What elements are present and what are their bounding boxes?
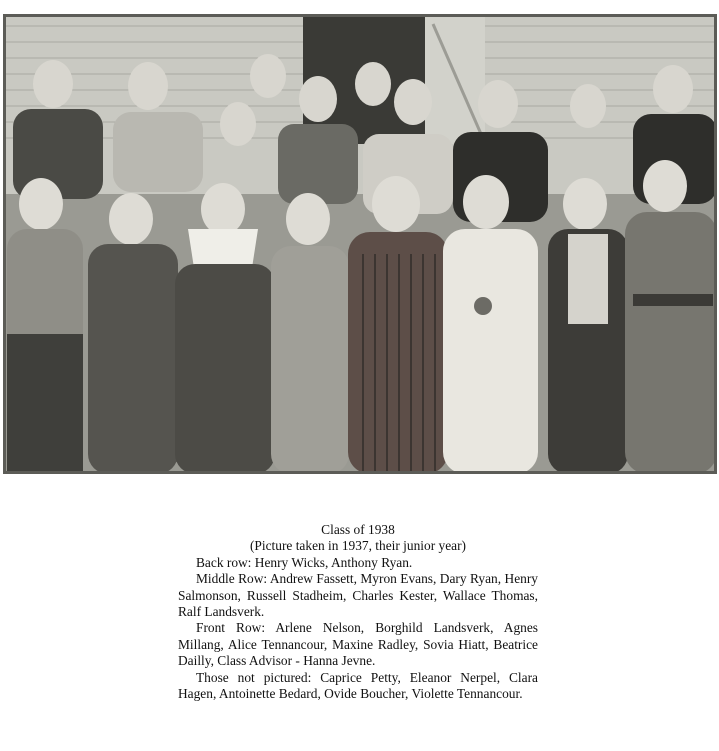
back-row-paragraph <box>178 555 538 571</box>
middle-row-paragraph <box>178 571 538 620</box>
front-row-paragraph <box>178 620 538 669</box>
not-pictured-label: Those not pictured: <box>196 669 312 685</box>
class-group-photo <box>3 14 717 474</box>
back-row-names: Henry Wicks, Anthony Ryan. <box>254 554 413 570</box>
not-pictured-names: Caprice Petty, Eleanor Nerpel, Clara Hagen, Antoinette Bedard, Ovide Boucher, Violette Tennancour. <box>178 669 539 702</box>
caption-subtitle: (Picture taken in 1937, their junior year) <box>249 538 467 554</box>
middle-row-names: Andrew Fassett, Myron Evans, Dary Ryan, Henry Salmonson, Russell Stadheim, Charles Kester, Wallace Thomas, Ralf Landsverk. <box>178 571 538 620</box>
caption-title: Class of 1938 <box>321 522 395 537</box>
back-row-label: Back row: <box>196 554 252 570</box>
group-photo-icon <box>3 14 717 474</box>
front-row-label: Front Row: <box>196 620 266 636</box>
middle-row-label: Middle Row: <box>196 571 268 587</box>
photo-caption <box>178 522 538 702</box>
front-row-names: Arlene Nelson, Borghild Landsverk, Agnes Millang, Alice Tennancour, Maxine Radley, Sovia Hiatt, Beatrice Dailly, Class Advisor - Hanna Jevne. <box>178 620 538 669</box>
not-pictured-paragraph <box>178 670 538 703</box>
